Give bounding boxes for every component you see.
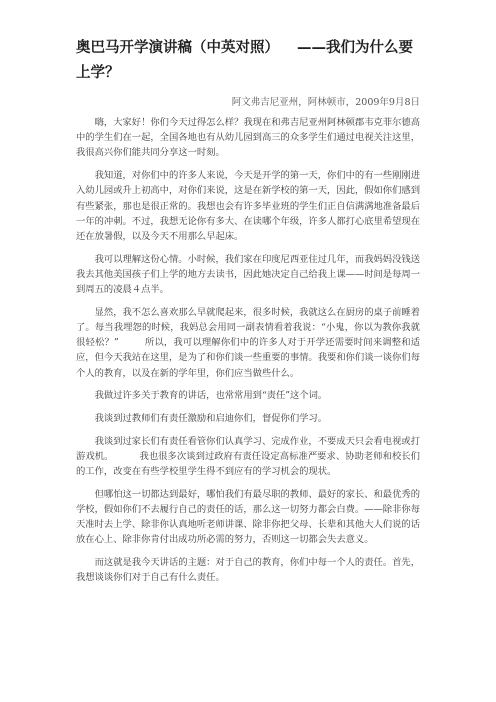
paragraph: 我谈到过教师们有责任激励和启迪你们，督促你们学习。	[94, 412, 328, 424]
paragraph-part: 我谈到过家长们有责任看管你们认真学习、完成作业，不要成天只会看电视或打游戏机。	[76, 435, 420, 462]
document-page	[76, 36, 420, 593]
paragraph-part: 所以，我可以理解你们中的许多人对于开学还需要时间来调整和适应，但今天我站在这里，是为了和你们谈一些重要的事情。我要和你们谈一谈你们每个人的教育，以及在新的学年里，你们应当做些什么。	[76, 337, 420, 379]
document-title	[76, 36, 420, 86]
paragraph	[76, 434, 420, 480]
paragraph: 嗨，大家好！你们今天过得怎么样？我现在和弗吉尼亚州阿林顿郡韦克菲尔德高中的学生们在一起，全国各地也有从幼儿园到高三的众多学生们通过电视关注这里，我很高兴你们能共同分享这一时刻。	[76, 117, 420, 159]
paragraph: 而这就是我今天讲话的主题：对于自己的教育，你们中每一个人的责任。首先，我想谈谈你们对于自己有什么责任。	[76, 557, 420, 584]
paragraph-part: 显然，我不怎么喜欢那么早就爬起来，很多时候，我就这么在厨房的桌子前睡着了。每当我埋怨的时候，我妈总会用同一副表情看着我说：“小鬼，你以为教你我就很轻松？”	[76, 306, 420, 349]
paragraph	[76, 305, 420, 381]
paragraph: 我可以理解这份心情。小时候，我们家在印度尼西亚住过几年，而我妈妈没钱送我去其他美国孩子们上学的地方去读书，因此她决定自己给我上课——时间是每周一到周五的凌晨４点半。	[76, 253, 420, 296]
title-main: 奥巴马开学演讲稿（中英对照）	[76, 40, 279, 56]
paragraph: 但哪怕这一切都达到最好，哪怕我们有最尽职的教师、最好的家长、和最优秀的学校，假如你们不去履行自己的责任的话，那么这一切努力都会白费。——除非你每天准时去上学、除非你认真地听老师讲课、除非你把父母、长辈和其他大人们说的话放在心上、除非你肯付出成功所必需的努力，否则这一切都会失去意义。	[76, 488, 420, 546]
paragraph: 我做过许多关于教育的讲话，也常常用到“责任”这个词。	[94, 390, 328, 402]
paragraph: 我知道，对你们中的许多人来说，今天是开学的第一天，你们中的有一些刚刚进入幼儿园或升上初高中，对你们来说，这是在新学校的第一天，因此，假如你们感到有些紧张，那也是很正常的。我想也会有许多毕业班的学生们正自信满满地准备最后一年的冲刺。不过，我想无论你有多大、在读哪个年级，许多人都打心底里希望现在还在放暑假，以及今天不用那么早起床。	[76, 170, 420, 242]
byline: 阿文弗吉尼亚州，阿林顿市，2009年9月8日	[231, 97, 420, 108]
paragraph-part: 我也很多次谈到过政府有责任设定高标准严要求、协助老师和校长们的工作，改变在有些学校里学生得不到应有的学习机会的现状。	[76, 450, 420, 478]
title-subtitle: ——我们为什么要上学？	[76, 40, 413, 81]
